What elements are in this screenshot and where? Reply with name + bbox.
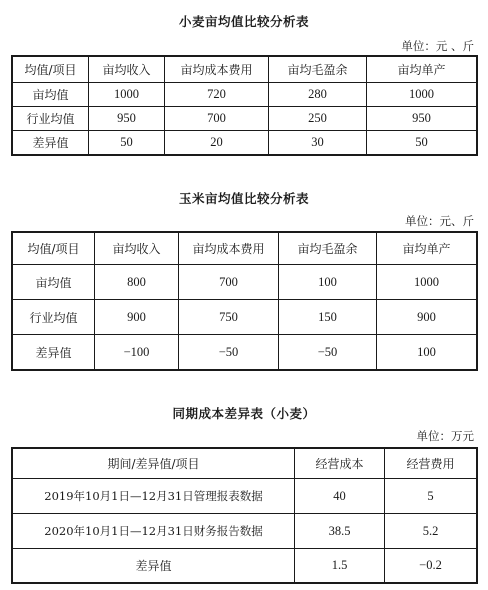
header-cell: 经营费用 xyxy=(385,449,477,479)
table-cell: 5.2 xyxy=(385,514,477,549)
table-row xyxy=(13,83,477,107)
row-label: 2019年10月1日—12月31日管理报表数据 xyxy=(13,479,295,514)
table-header-row xyxy=(13,57,477,83)
row-label: 亩均值 xyxy=(13,83,89,107)
table-row xyxy=(13,549,477,583)
table-cell: 38.5 xyxy=(295,514,385,549)
table-cell: 150 xyxy=(279,300,377,335)
table-cell: 900 xyxy=(377,300,477,335)
table-cell: 700 xyxy=(165,107,269,131)
table-cell: −50 xyxy=(279,335,377,370)
cost-variance-table xyxy=(12,448,477,583)
cost-variance-table-unit: 单位：万元 xyxy=(416,429,474,443)
table-row xyxy=(13,131,477,155)
header-cell: 亩均单产 xyxy=(367,57,477,83)
table-cell: 800 xyxy=(95,265,179,300)
table-cell: 1000 xyxy=(377,265,477,300)
header-cell: 亩均收入 xyxy=(95,233,179,265)
table-header-row xyxy=(13,449,477,479)
header-cell: 亩均成本费用 xyxy=(165,57,269,83)
table-row xyxy=(13,300,477,335)
row-label: 亩均值 xyxy=(13,265,95,300)
wheat-table-unit: 单位：元 、斤 xyxy=(401,39,474,53)
row-label: 差异值 xyxy=(13,549,295,583)
row-label: 差异值 xyxy=(13,335,95,370)
header-cell: 亩均毛盈余 xyxy=(269,57,367,83)
table-cell: 1.5 xyxy=(295,549,385,583)
table-row xyxy=(13,514,477,549)
table-cell: 720 xyxy=(165,83,269,107)
table-cell: 280 xyxy=(269,83,367,107)
table-cell: −50 xyxy=(179,335,279,370)
table-cell: 1000 xyxy=(89,83,165,107)
table-row xyxy=(13,107,477,131)
table-row xyxy=(13,265,477,300)
table-cell: 1000 xyxy=(367,83,477,107)
corn-table-unit: 单位：元、斤 xyxy=(405,214,474,228)
table-cell: 950 xyxy=(367,107,477,131)
corn-comparison-table xyxy=(12,232,477,370)
table-header-row xyxy=(13,233,477,265)
table-cell: 750 xyxy=(179,300,279,335)
wheat-comparison-table xyxy=(12,56,477,155)
header-cell: 均值/项目 xyxy=(13,57,89,83)
header-cell: 亩均收入 xyxy=(89,57,165,83)
header-cell: 亩均单产 xyxy=(377,233,477,265)
table-row xyxy=(13,335,477,370)
table-cell: 40 xyxy=(295,479,385,514)
table-row xyxy=(13,479,477,514)
header-cell: 均值/项目 xyxy=(13,233,95,265)
cost-variance-table-title: 同期成本差异表（小麦） xyxy=(172,406,316,421)
wheat-table-title: 小麦亩均值比较分析表 xyxy=(178,14,309,29)
row-label: 差异值 xyxy=(13,131,89,155)
corn-table-title: 玉米亩均值比较分析表 xyxy=(178,191,309,206)
table-cell: 900 xyxy=(95,300,179,335)
header-cell: 亩均毛盈余 xyxy=(279,233,377,265)
table-cell: 100 xyxy=(279,265,377,300)
row-label: 行业均值 xyxy=(13,107,89,131)
header-cell: 经营成本 xyxy=(295,449,385,479)
row-label: 2020年10月1日—12月31日财务报告数据 xyxy=(13,514,295,549)
table-cell: 50 xyxy=(367,131,477,155)
table-cell: −0.2 xyxy=(385,549,477,583)
table-cell: −100 xyxy=(95,335,179,370)
table-cell: 950 xyxy=(89,107,165,131)
header-cell: 期间/差异值/项目 xyxy=(13,449,295,479)
table-cell: 250 xyxy=(269,107,367,131)
row-label: 行业均值 xyxy=(13,300,95,335)
table-cell: 5 xyxy=(385,479,477,514)
table-cell: 100 xyxy=(377,335,477,370)
table-cell: 30 xyxy=(269,131,367,155)
table-cell: 50 xyxy=(89,131,165,155)
table-cell: 700 xyxy=(179,265,279,300)
header-cell: 亩均成本费用 xyxy=(179,233,279,265)
table-cell: 20 xyxy=(165,131,269,155)
